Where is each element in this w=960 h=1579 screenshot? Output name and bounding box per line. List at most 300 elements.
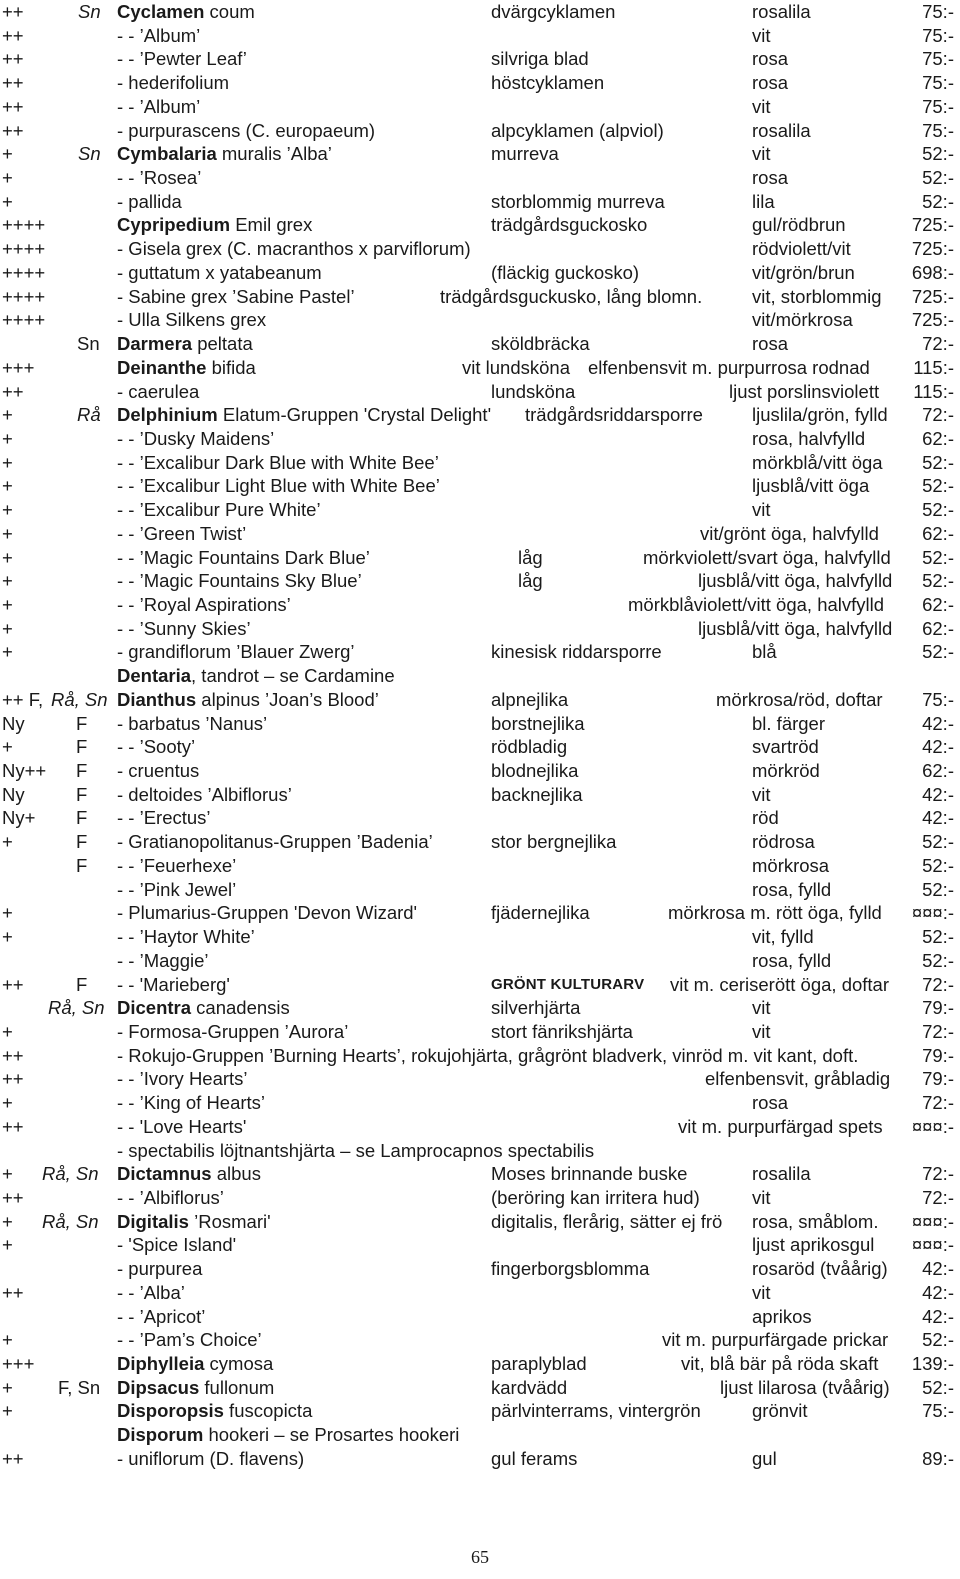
species-cultivar: - - ’Dusky Maidens’ [117,427,275,449]
species-cultivar: - hederifolium [117,72,230,94]
plant-name [117,332,253,355]
plant-name [117,380,199,403]
price: 72:- [922,333,954,355]
flower-color: rosalila [752,1163,811,1185]
swedish-name: paraplyblad [491,1353,587,1375]
price: 52:- [922,167,954,189]
price: 52:- [922,546,954,568]
hardiness-marker: Ny+ [2,807,36,829]
price: 52:- [922,451,954,473]
catalog-row [0,1139,960,1162]
plant-name [117,71,229,94]
flower-color: vit, storblommig [752,285,882,307]
flower-color: vit [752,499,771,521]
catalog-row [0,451,960,474]
swedish-name: sköldbräcka [491,333,590,355]
swedish-name: blodnejlika [491,760,579,782]
swedish-name: stor bergnejlika [491,831,617,853]
swedish-name: alpnejlika [491,688,569,710]
flower-color: rosaröd (tvåårig) [752,1258,888,1280]
swedish-name: rödbladig [491,736,568,758]
price: 79:- [922,1044,954,1066]
plant-name [117,1020,348,1043]
plant-name [117,498,321,521]
plant-attribute-code: F [76,760,88,782]
plant-name [117,688,379,711]
flower-color: vit/grön/brun [752,261,855,283]
catalog-row [0,569,960,592]
genus-name: Dipsacus [117,1376,200,1398]
catalog-row [0,237,960,260]
plant-name [117,1162,261,1185]
plant-attribute-code: Sn [77,333,100,355]
plant-name [117,901,417,924]
catalog-row [0,1328,960,1351]
plant-name [117,640,355,663]
genus-name: Delphinium [117,404,218,426]
catalog-row [0,332,960,355]
catalog-row [0,1162,960,1185]
flower-color: ljust porslinsviolett [729,380,880,402]
species-cultivar: - pallida [117,190,182,212]
species-cultivar: - - 'Love Hearts' [117,1115,247,1137]
flower-color: vit [752,95,771,117]
price: 79:- [922,1068,954,1090]
species-cultivar: - - ’Feuerhexe’ [117,854,237,876]
flower-color: röd [752,807,779,829]
plant-name [117,1091,265,1114]
plant-attribute-code: Sn [78,143,101,165]
species-cultivar: - 'Spice Island' [117,1234,237,1256]
price: 52:- [922,190,954,212]
species-cultivar: cymosa [204,1353,274,1375]
species-cultivar: fullonum [199,1376,275,1398]
species-cultivar: hookeri – se Prosartes hookeri [203,1424,460,1446]
plant-name [117,237,471,260]
species-cultivar: - - ’Pam’s Choice’ [117,1329,262,1351]
plant-name [117,1447,304,1470]
genus-name: Dentaria [117,665,192,687]
genus-name: Cypripedium [117,214,231,236]
flower-color: rosalila [752,1,811,22]
swedish-name: pärlvinterrams, vintergrön [491,1400,701,1422]
hardiness-marker: ++ [2,1044,24,1066]
catalog-row [0,1044,960,1067]
species-cultivar: - - ’Albiflorus’ [117,1187,224,1208]
price: 75:- [922,688,954,710]
hardiness-marker: ++++ [2,238,46,260]
plant-name [117,949,209,972]
catalog-row [0,522,960,545]
hardiness-marker: + [2,190,13,212]
price: 42:- [922,1281,954,1303]
catalog-row [0,1020,960,1043]
plant-attribute-code: F [76,712,88,734]
price: ¤¤¤:- [911,1234,954,1256]
species-cultivar: - - ’Magic Fountains Sky Blue’ [117,570,362,592]
species-cultivar: - - ’Album’ [117,95,201,117]
flower-color: grönvit [752,1400,808,1422]
price: 89:- [922,1447,954,1469]
catalog-row [0,1067,960,1090]
hardiness-marker: ++ [2,1115,24,1137]
plant-name [117,593,291,616]
price: 72:- [922,1020,954,1042]
flower-color: svartröd [752,736,819,758]
price: 52:- [922,1329,954,1351]
flower-color: vit [752,1281,771,1303]
price: 42:- [922,807,954,829]
flower-color: rosa, småblom. [752,1210,879,1232]
price: 52:- [922,475,954,497]
price: 62:- [922,427,954,449]
flower-color: ljust aprikosgul [752,1234,875,1256]
price: 52:- [922,570,954,592]
catalog-row [0,498,960,521]
plant-name [117,308,266,331]
price: 42:- [922,783,954,805]
species-cultivar: - Formosa-Gruppen ’Aurora’ [117,1020,349,1042]
catalog-row [0,593,960,616]
hardiness-marker: ++ [2,1447,24,1469]
plant-name [117,1115,246,1138]
hardiness-marker: ++ [2,1187,24,1208]
catalog-row [0,1233,960,1256]
plant-name [117,1376,274,1399]
plant-name [117,783,292,806]
hardiness-marker: Ny [2,783,25,805]
flower-color: gul/rödbrun [752,214,846,236]
hardiness-marker: ++ [2,973,24,995]
plant-name [117,1257,202,1280]
species-cultivar: - Plumarius-Gruppen 'Devon Wizard' [117,902,418,924]
genus-name: Darmera [117,333,193,355]
price: 52:- [922,831,954,853]
species-cultivar: Elatum-Gruppen 'Crystal Delight' [217,404,492,426]
plant-name [117,1233,236,1256]
species-cultivar: - spectabilis löjtnantshjärta – se Lamprocapnos spectabilis [117,1139,595,1161]
plant-name [117,0,255,23]
catalog-row [0,949,960,972]
species-cultivar: - - ’Sooty’ [117,736,196,758]
flower-color: vit, blå bär på röda skaft [681,1353,879,1375]
species-cultivar: - - ’Rosea’ [117,167,202,189]
hardiness-marker: + [2,499,13,521]
genus-name: Cymbalaria [117,143,217,165]
genus-name: Dictamnus [117,1163,212,1185]
hardiness-marker: ++ [2,119,24,141]
hardiness-marker: ++++ [2,261,46,283]
flower-color: rosa, halvfylld [752,427,866,449]
hardiness-marker: + [2,831,13,853]
plant-attribute-code: F [76,831,88,853]
flower-color: mörkrosa/röd, doftar [716,688,883,710]
plant-name [117,996,290,1019]
price: 62:- [922,522,954,544]
catalog-row [0,546,960,569]
flower-color: vit [752,997,771,1019]
flower-color: gul [752,1447,777,1469]
catalog-row [0,380,960,403]
price: 52:- [922,878,954,900]
price: 75:- [922,95,954,117]
swedish-name: GRÖNT KULTURARV [491,975,645,993]
hardiness-marker: + [2,522,13,544]
species-cultivar: , tandrot – se Cardamine [191,665,395,687]
species-cultivar: bifida [206,356,256,378]
plant-name [117,925,255,948]
species-cultivar: peltata [192,333,253,355]
hardiness-marker: + [2,1234,13,1256]
plant-attribute-code: Rå, Sn [42,1210,99,1232]
catalog-row [0,854,960,877]
hardiness-marker: + [2,1329,13,1351]
catalog-row [0,166,960,189]
plant-name [117,806,211,829]
plant-attribute-code: Rå, Sn [42,1163,99,1185]
catalog-row [0,1376,960,1399]
price: 72:- [922,404,954,426]
species-cultivar: canadensis [191,997,290,1019]
hardiness-marker: + [2,902,13,924]
catalog-row [0,878,960,901]
species-cultivar: - purpurascens (C. europaeum) [117,119,376,141]
hardiness-marker: +++ [2,1353,35,1375]
hardiness-marker: + [2,404,13,426]
price: 52:- [922,143,954,165]
species-cultivar: - Gisela grex (C. macranthos x parviflorum) [117,238,471,260]
swedish-name: storblommig murreva [491,190,665,212]
price: 79:- [922,997,954,1019]
price: 75:- [922,24,954,46]
swedish-name: höstcyklamen [491,72,605,94]
hardiness-marker: + [2,1163,13,1185]
flower-color: blå [752,641,777,663]
catalog-row [0,925,960,948]
swedish-name: Moses brinnande buske [491,1163,688,1185]
price: 75:- [922,48,954,70]
swedish-name: borstnejlika [491,712,585,734]
hardiness-marker: ++++ [2,214,46,236]
price: 52:- [922,854,954,876]
species-cultivar: - - ’Erectus’ [117,807,211,829]
catalog-row [0,617,960,640]
species-cultivar: - - ’Excalibur Dark Blue with White Bee’ [117,451,439,473]
hardiness-marker: + [2,1376,13,1398]
catalog-row [0,1281,960,1304]
species-cultivar: - Gratianopolitanus-Gruppen ’Badenia’ [117,831,433,853]
hardiness-marker: ++ [2,95,24,117]
species-cultivar: albus [211,1163,261,1185]
plant-name [117,1305,205,1328]
swedish-name: gul ferams [491,1447,578,1469]
flower-color: vit/mörkrosa [752,309,853,331]
price: 115:- [913,380,954,402]
plant-name [117,1139,594,1162]
plant-name [117,973,230,996]
flower-color: mörkröd [752,760,820,782]
swedish-name: dvärgcyklamen [491,1,616,22]
plant-name [117,95,200,118]
species-cultivar: - grandiflorum ’Blauer Zwerg’ [117,641,355,663]
flower-color: ljusblå/vitt öga, halvfylld [698,570,893,592]
species-cultivar: - - ’Excalibur Pure White’ [117,499,321,521]
plant-attribute-code: F [76,854,88,876]
hardiness-marker: ++ [2,48,24,70]
species-cultivar: - deltoides ’Albiflorus’ [117,783,292,805]
plant-name [117,1352,273,1375]
plant-name [117,878,236,901]
plant-attribute-code: F [76,736,88,758]
catalog-row [0,1305,960,1328]
price: ¤¤¤:- [911,1210,954,1232]
catalog-row [0,664,960,687]
swedish-name: silverhjärta [491,997,581,1019]
catalog-row [0,308,960,331]
price: 725:- [911,238,954,260]
hardiness-marker: + [2,427,13,449]
plant-name [117,427,274,450]
catalog-row [0,119,960,142]
price: 52:- [922,499,954,521]
price: 42:- [922,1258,954,1280]
price: ¤¤¤:- [911,1115,954,1137]
flower-color: elfenbensvit, gråbladig [705,1068,891,1090]
plant-name [117,1186,224,1209]
genus-name: Digitalis [117,1210,189,1232]
swedish-name: backnejlika [491,783,583,805]
catalog-row [0,427,960,450]
swedish-name: (fläckig guckosko) [491,261,640,283]
plant-name [117,1328,262,1351]
species-cultivar: - Rokujo-Gruppen ’Burning Hearts’, rokujohjärta, grågrönt bladverk, vinröd m. vit kant, doft. [117,1044,859,1066]
species-cultivar: - - ’Pink Jewel’ [117,878,237,900]
swedish-name: silvriga blad [491,48,589,70]
flower-color: rosalila [752,119,811,141]
plant-name [117,1067,248,1090]
flower-color: rödviolett/vit [752,238,851,260]
price: 52:- [922,1376,954,1398]
plant-name [117,854,236,877]
plant-attribute-code: Sn [78,1,101,22]
swedish-name: trädgårdsriddarsporre [525,404,703,426]
swedish-name: alpcyklamen (alpviol) [491,119,664,141]
price: 115:- [913,356,954,378]
price: 42:- [922,736,954,758]
price: ¤¤¤:- [911,902,954,924]
catalog-row [0,356,960,379]
plant-name [117,664,395,687]
flower-color: rosa [752,333,788,355]
price: 72:- [922,1163,954,1185]
flower-color: rosa, fylld [752,949,832,971]
catalog-row [0,95,960,118]
hardiness-marker: + [2,1210,13,1232]
genus-name: Deinanthe [117,356,207,378]
flower-color: ljust lilarosa (tvåårig) [720,1376,890,1398]
swedish-name: murreva [491,143,559,165]
price: 72:- [922,973,954,995]
hardiness-marker: + [2,1400,13,1422]
hardiness-marker: ++++ [2,285,46,307]
flower-color: rosa, fylld [752,878,832,900]
price: 725:- [911,214,954,236]
swedish-name: stort fänrikshjärta [491,1020,633,1042]
flower-color: vit m. purpurfärgade prickar [662,1329,889,1351]
catalog-row [0,0,960,23]
catalog-row [0,830,960,853]
species-cultivar: fuscopicta [223,1400,313,1422]
catalog-row [0,1210,960,1233]
plant-name [117,1281,185,1304]
plant-name [117,47,247,70]
species-cultivar: ’Rosmari' [188,1210,271,1232]
flower-color: ljusblå/vitt öga, halvfylld [698,617,893,639]
species-cultivar: - - ’Green Twist’ [117,522,247,544]
price: 72:- [922,1187,954,1208]
flower-color: vit, fylld [752,926,814,948]
plant-name [117,285,355,308]
price: 725:- [911,309,954,331]
hardiness-marker: Ny++ [2,760,47,782]
catalog-row [0,712,960,735]
hardiness-marker: ++ [2,72,24,94]
species-cultivar: - - 'Marieberg' [117,973,230,995]
plant-name [117,546,370,569]
species-cultivar: - Sabine grex ’Sabine Pastel’ [117,285,355,307]
catalog-row [0,1423,960,1446]
species-cultivar: - guttatum x yatabeanum [117,261,322,283]
genus-name: Dianthus [117,688,197,710]
hardiness-marker: + [2,167,13,189]
species-cultivar: - - ’Haytor White’ [117,926,255,948]
species-cultivar: - - ’Magic Fountains Dark Blue’ [117,546,370,568]
hardiness-marker: +++ [2,356,35,378]
catalog-row [0,1186,960,1209]
flower-color: rosa [752,167,788,189]
catalog-row [0,1257,960,1280]
catalog-row [0,996,960,1019]
plant-name [117,166,201,189]
species-cultivar: coum [204,1,255,22]
hardiness-marker: + [2,546,13,568]
catalog-row [0,1091,960,1114]
plant-name [117,451,439,474]
plant-attribute-code: F [76,807,88,829]
price: 72:- [922,1092,954,1114]
species-cultivar: - caerulea [117,380,200,402]
plant-name [117,1423,459,1446]
catalog-row [0,24,960,47]
catalog-row [0,285,960,308]
swedish-name: fingerborgsblomma [491,1258,650,1280]
hardiness-marker: + [2,143,13,165]
hardiness-marker: ++ [2,1068,24,1090]
plant-name [117,261,322,284]
flower-color: ljusblå/vitt öga [752,475,870,497]
catalog-row [0,47,960,70]
catalog-row [0,1399,960,1422]
plant-name [117,735,195,758]
swedish-name: trädgårdsguckosko [491,214,648,236]
price: 139:- [911,1353,954,1375]
page-number: 65 [471,1547,489,1567]
plant-name [117,24,200,47]
flower-color: mörkviolett/svart öga, halvfylld [643,546,891,568]
swedish-name: låg [518,546,543,568]
species-cultivar: Emil grex [230,214,313,236]
hardiness-marker: ++ [2,24,24,46]
